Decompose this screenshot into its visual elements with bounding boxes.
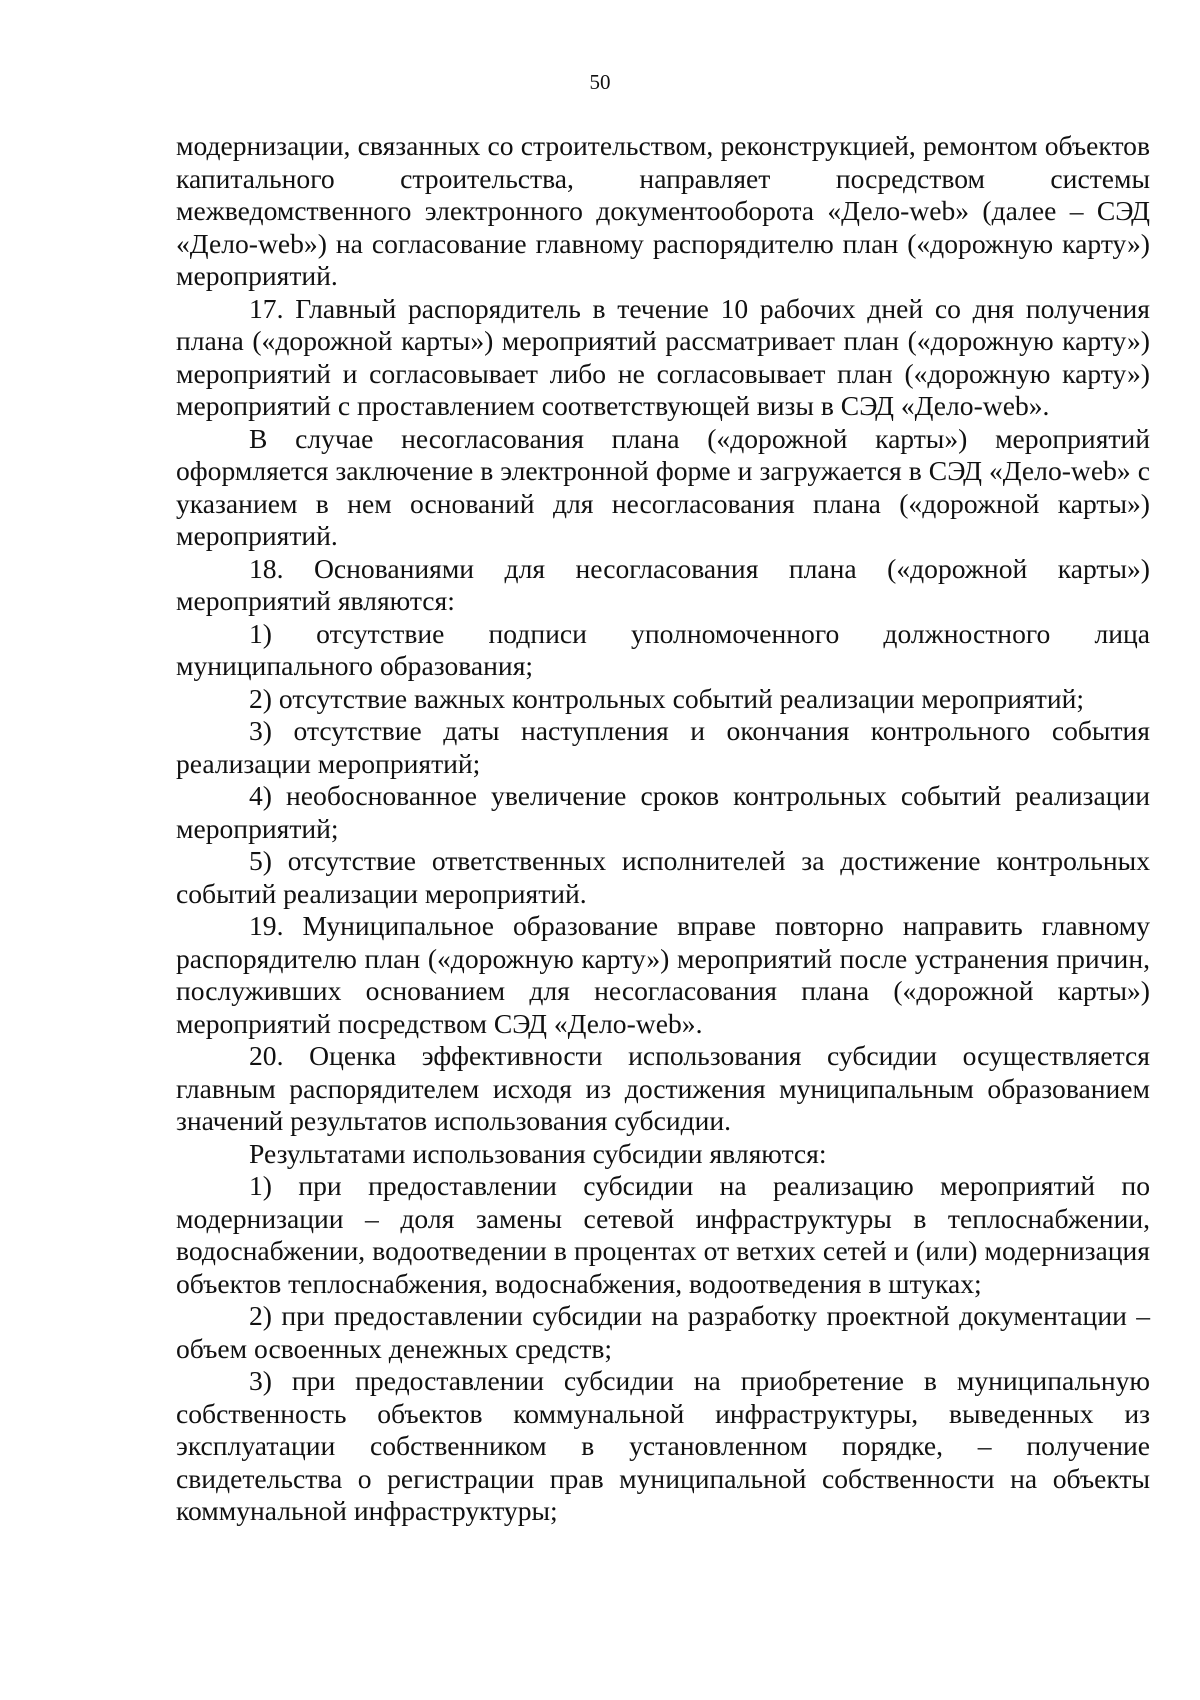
document-body <box>176 130 1150 1528</box>
paragraph-item-18: 18. Основаниями для несогласования плана («дорожной карты») мероприятий являются: <box>176 552 1150 616</box>
list-item-18-5: 5) отсутствие ответственных исполнителей за достижение контрольных событий реализации мероприятий. <box>176 845 1150 909</box>
list-item-results-2: 2) при предоставлении субсидии на разработку проектной документации – объем освоенных денежных средств; <box>176 1300 1150 1364</box>
paragraph-item-17: 17. Главный распорядитель в течение 10 рабочих дней со дня получения плана («дорожной карты») мероприятий рассматривает план («дорожную карту») мероприятий и согласовывает либо не согласовывает план («дорожную карту») мероприятий с проставлением соответствующей визы в СЭД «Дело-web». <box>176 292 1150 421</box>
paragraph-item-20: 20. Оценка эффективности использования субсидии осуществляется главным распорядителем исходя из достижения муниципальным образованием значений результатов использования субсидии. <box>176 1040 1150 1136</box>
list-item-18-4: 4) необоснованное увеличение сроков контрольных событий реализации мероприятий; <box>176 780 1150 844</box>
list-item-18-1: 1) отсутствие подписи уполномоченного должностного лица муниципального образования; <box>176 617 1150 681</box>
paragraph-disagreement-case: В случае несогласования плана («дорожной карты») мероприятий оформляется заключение в электронной форме и загружается в СЭД «Дело-web» с указанием в нем оснований для несогласования плана («дорожной карты») мероприятий. <box>176 422 1150 551</box>
paragraph-continuation: модернизации, связанных со строительством, реконструкцией, ремонтом объектов капитального строительства, направляет посредством системы межведомственного электронного документооборота «Дело-web» (далее – СЭД «Дело-web») на согласование главному распорядителю план («дорожную карту») мероприятий. <box>176 130 1150 291</box>
paragraph-item-19: 19. Муниципальное образование вправе повторно направить главному распорядителю план («дорожную карту») мероприятий после устранения причин, послуживших основанием для несогласования плана («дорожной карты») мероприятий посредством СЭД «Дело-web». <box>176 910 1150 1039</box>
list-item-18-3: 3) отсутствие даты наступления и окончания контрольного события реализации мероприятий; <box>176 715 1150 779</box>
list-item-18-2: 2) отсутствие важных контрольных событий реализации мероприятий; <box>249 682 1085 714</box>
paragraph-results-intro: Результатами использования субсидии являются: <box>249 1137 827 1169</box>
page-number: 50 <box>589 70 611 94</box>
list-item-results-1: 1) при предоставлении субсидии на реализацию мероприятий по модернизации – доля замены сетевой инфраструктуры в теплоснабжении, водоснабжении, водоотведении в процентах от ветхих сетей и (или) модернизация объектов теплоснабжения, водоснабжения, водоотведения в штуках; <box>176 1170 1150 1299</box>
list-item-results-3: 3) при предоставлении субсидии на приобретение в муниципальную собственность объектов коммунальной инфраструктуры, выведенных из эксплуатации собственником в установленном порядке, – получение свидетельства о регистрации прав муниципальной собственности на объекты коммунальной инфраструктуры; <box>176 1365 1150 1526</box>
